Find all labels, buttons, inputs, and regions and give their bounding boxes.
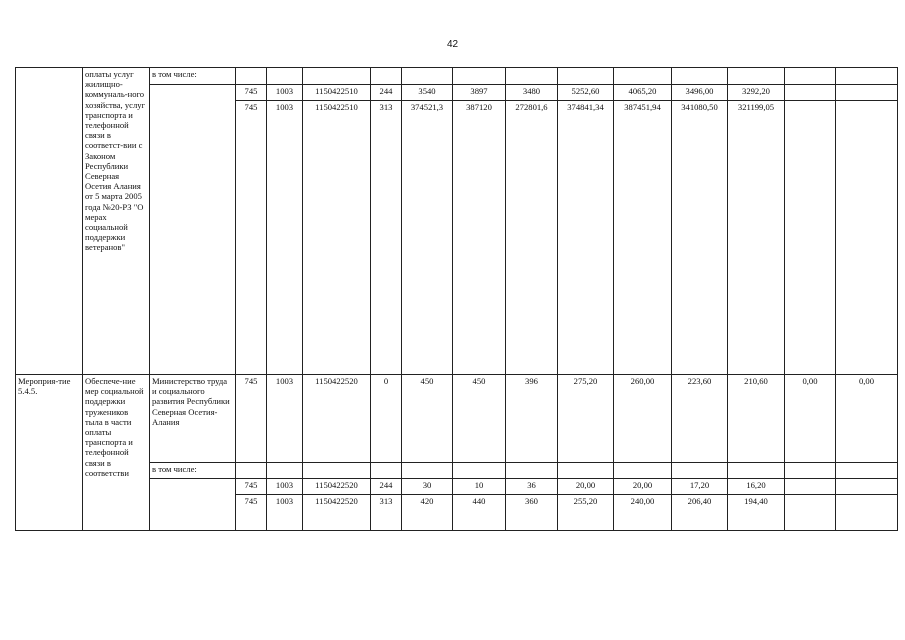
table-cell: 3496,00 xyxy=(672,85,728,101)
table-cell: 1150422510 xyxy=(303,85,371,101)
table-cell: 745 xyxy=(236,85,267,101)
table-cell: 3540 xyxy=(402,85,453,101)
table-cell: 20,00 xyxy=(558,479,614,495)
table-cell: 1150422510 xyxy=(303,101,371,375)
page-number: 42 xyxy=(446,39,459,50)
table-cell: 1003 xyxy=(267,479,303,495)
table-cell: 1003 xyxy=(267,85,303,101)
table-cell xyxy=(836,85,898,101)
table-cell: 206,40 xyxy=(672,495,728,531)
table-cell xyxy=(836,495,898,531)
table-cell: 1003 xyxy=(267,495,303,531)
table-cell: 5252,60 xyxy=(558,85,614,101)
table-cell: 3480 xyxy=(506,85,558,101)
including-label: в том числе: xyxy=(150,463,236,479)
table-cell: 1150422520 xyxy=(303,495,371,531)
table-cell: 210,60 xyxy=(728,375,785,463)
table-cell: 745 xyxy=(236,375,267,463)
table-cell: 1150422520 xyxy=(303,375,371,463)
table-cell: 420 xyxy=(402,495,453,531)
table-cell: 360 xyxy=(506,495,558,531)
table-cell: 450 xyxy=(402,375,453,463)
table-cell: 745 xyxy=(236,495,267,531)
measure-description: оплаты услуг жилищно-коммуналь-ного хозяйства, услуг транспорта и телефонной связи в соответст-вии с Законом Республики Северная Осетия Алания от 5 марта 2005 года №20-РЗ "О мерах социальной поддержки ветеранов" xyxy=(83,68,150,375)
table-cell: 16,20 xyxy=(728,479,785,495)
table-cell xyxy=(836,101,898,375)
table-cell: 240,00 xyxy=(614,495,672,531)
executor-cell: Министерство труда и социального развития Республики Северная Осетия-Алания xyxy=(150,375,236,463)
table-cell: 387451,94 xyxy=(614,101,672,375)
table-cell: 3897 xyxy=(453,85,506,101)
measure-description: Обеспече-ние мер социальной поддержки тружеников тыла в части оплаты транспорта и телефонной связи в соответстви xyxy=(83,375,150,531)
including-label: в том числе: xyxy=(150,68,236,85)
table-cell: 1150422520 xyxy=(303,479,371,495)
table-cell: 244 xyxy=(371,85,402,101)
table-cell: 223,60 xyxy=(672,375,728,463)
budget-table xyxy=(15,67,898,531)
table-cell: 1003 xyxy=(267,101,303,375)
table-cell xyxy=(785,495,836,531)
table-cell: 0 xyxy=(371,375,402,463)
table-cell: 3292,20 xyxy=(728,85,785,101)
table-cell: 313 xyxy=(371,101,402,375)
table-cell: 745 xyxy=(236,479,267,495)
table-cell: 374521,3 xyxy=(402,101,453,375)
table-cell: 30 xyxy=(402,479,453,495)
table-cell: 374841,34 xyxy=(558,101,614,375)
table-cell: 745 xyxy=(236,101,267,375)
table-cell: 450 xyxy=(453,375,506,463)
table-cell: 440 xyxy=(453,495,506,531)
table-row xyxy=(16,375,898,463)
table-cell xyxy=(785,101,836,375)
table-cell: 244 xyxy=(371,479,402,495)
table-cell: 396 xyxy=(506,375,558,463)
table-cell: 36 xyxy=(506,479,558,495)
table-cell: 194,40 xyxy=(728,495,785,531)
table-cell: 313 xyxy=(371,495,402,531)
table-cell: 10 xyxy=(453,479,506,495)
table-cell: 275,20 xyxy=(558,375,614,463)
table-cell: 387120 xyxy=(453,101,506,375)
table-cell: 0,00 xyxy=(785,375,836,463)
measure-name-cell xyxy=(16,68,83,375)
table-cell: 321199,05 xyxy=(728,101,785,375)
table-cell xyxy=(836,479,898,495)
executor-cell xyxy=(150,479,236,531)
table-cell: 255,20 xyxy=(558,495,614,531)
table-cell: 1003 xyxy=(267,375,303,463)
table-cell: 4065,20 xyxy=(614,85,672,101)
table-cell: 341080,50 xyxy=(672,101,728,375)
table-cell xyxy=(785,85,836,101)
table-cell: 260,00 xyxy=(614,375,672,463)
measure-name-cell: Мероприя-тие 5.4.5. xyxy=(16,375,83,531)
table-cell: 20,00 xyxy=(614,479,672,495)
table-row xyxy=(16,68,898,85)
table-cell: 272801,6 xyxy=(506,101,558,375)
table-cell xyxy=(785,479,836,495)
table-cell: 0,00 xyxy=(836,375,898,463)
executor-cell xyxy=(150,85,236,375)
table-cell: 17,20 xyxy=(672,479,728,495)
